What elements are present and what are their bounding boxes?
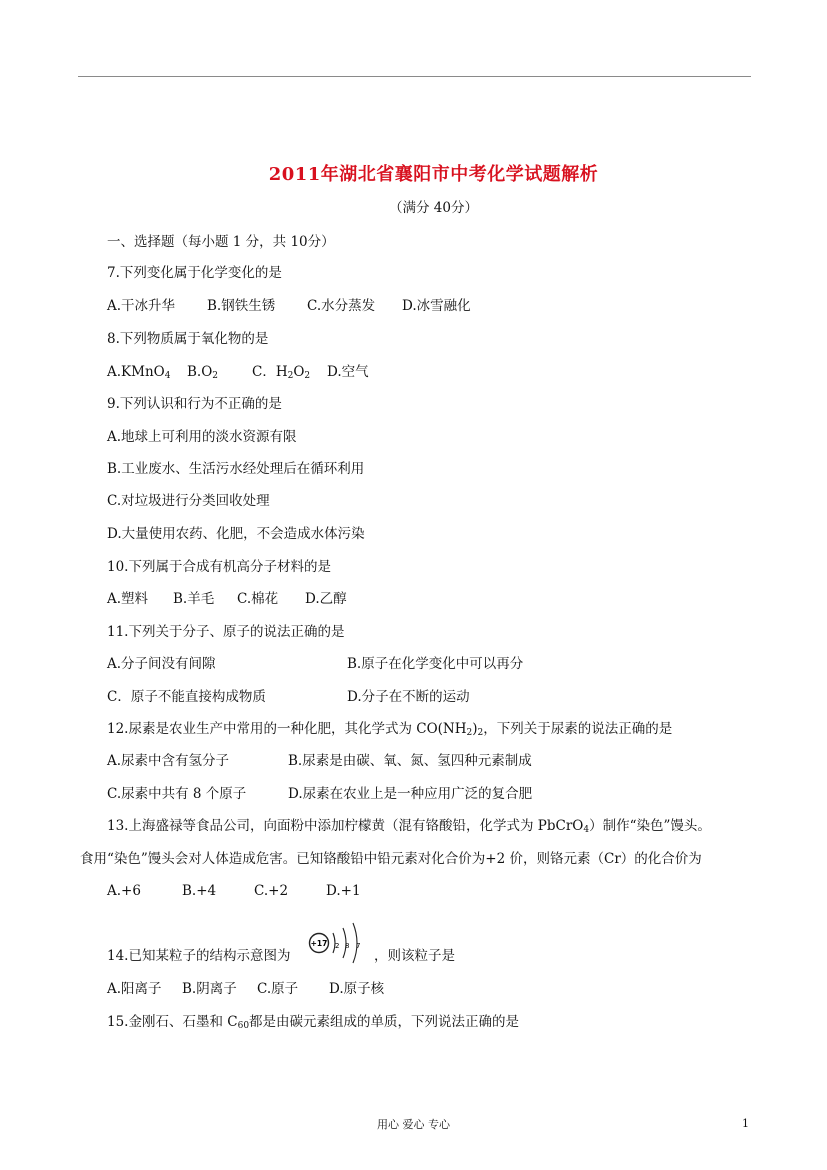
header-rule (78, 76, 751, 77)
question-9-stem: 9.下列认识和行为不正确的是 (107, 396, 282, 412)
question-12-stem: 12.尿素是农业生产中常用的一种化肥，其化学式为 $CO(NH_2)_2$，下列关于尿素的说法正确的是 (107, 721, 673, 738)
page-footer: 用心 爱心 专心 (377, 1118, 450, 1131)
option-a: A.分子间没有间隙 (107, 656, 216, 672)
option-b: B.羊毛 (173, 591, 215, 607)
option-d: D.空气 (327, 364, 369, 380)
option-c: C．$H_2O_2$ (252, 364, 311, 381)
option-a: A.地球上可利用的淡水资源有限 (107, 429, 297, 445)
option-b: B.原子在化学变化中可以再分 (347, 656, 524, 672)
option-c: C.尿素中共有 8 个原子 (107, 786, 247, 802)
option-d: D.原子核 (329, 981, 385, 997)
option-a: A.干冰升华 (107, 298, 176, 314)
shell-electrons-3: 7 (356, 942, 361, 950)
question-8-options (107, 363, 369, 385)
question-11-stem: 11.下列关于分子、原子的说法正确的是 (107, 624, 345, 640)
option-d: D.分子在不断的运动 (347, 689, 470, 705)
option-a: A.+6 (107, 883, 141, 899)
option-b: B.钢铁生锈 (207, 298, 276, 314)
option-c: C.棉花 (237, 591, 279, 607)
option-d: D.大量使用农药、化肥，不会造成水体污染 (107, 526, 365, 542)
option-a: A.塑料 (107, 591, 149, 607)
question-10-options (107, 590, 347, 608)
option-a: A.阳离子 (107, 981, 162, 997)
option-d: D.+1 (326, 883, 361, 899)
option-b: B.阴离子 (182, 981, 237, 997)
option-b: B.尿素是由碳、氧、氮、氢四种元素制成 (288, 753, 532, 769)
option-c: C．原子不能直接构成物质 (107, 689, 266, 705)
option-c: C.+2 (254, 883, 289, 899)
question-13-stem-line2: 食用“染色”馒头会对人体造成危害。已知铬酸铅中铅元素对化合价为+2 价，则铬元素（Cr）的化合价为 (80, 851, 702, 867)
question-14-stem-pre: 14.已知某粒子的结构示意图为 (107, 948, 291, 964)
section-heading: 一、选择题（每小题 1 分，共 10分） (107, 234, 335, 250)
question-14-stem-post: ，则该粒子是 (374, 948, 455, 964)
full-score: （满分 40分） (389, 200, 478, 216)
question-14-options (107, 980, 384, 998)
question-7-stem: 7.下列变化属于化学变化的是 (107, 265, 282, 281)
option-c: C.原子 (257, 981, 299, 997)
shell-electrons-2: 8 (345, 942, 350, 950)
option-c: C.水分蒸发 (307, 298, 376, 314)
question-7-options (107, 297, 471, 315)
option-d: D.乙醇 (305, 591, 347, 607)
page-number: 1 (742, 1117, 749, 1130)
question-13-stem-line1: 13.上海盛禄等食品公司，向面粉中添加柠檬黄（混有铬酸铅，化学式为 PbCrO$_4$）制作“染色”馒头。 (107, 818, 711, 835)
atom-structure-diagram (306, 921, 376, 965)
question-10-stem: 10.下列属于合成有机高分子材料的是 (107, 559, 331, 575)
shell-electrons-1: 2 (335, 942, 340, 950)
option-d: D.尿素在农业上是一种应用广泛的复合肥 (288, 786, 533, 802)
question-8-stem: 8.下列物质属于氧化物的是 (107, 331, 269, 347)
question-13-options (107, 882, 361, 900)
option-b: B.工业废水、生活污水经处理后在循环利用 (107, 461, 365, 477)
option-b: $B.O_2$ (187, 364, 219, 381)
option-d: D.冰雪融化 (402, 298, 471, 314)
nucleus-charge: +17 (310, 939, 328, 948)
option-c: C.对垃圾进行分类回收处理 (107, 493, 270, 509)
option-b: B.+4 (182, 883, 217, 899)
option-a: A.尿素中含有氢分子 (107, 753, 230, 769)
document-title: 2011年湖北省襄阳市中考化学试题解析 (268, 164, 599, 185)
question-15-stem: 15.金刚石、石墨和 $C_{60}$都是由碳元素组成的单质，下列说法正确的是 (107, 1014, 520, 1031)
option-a: A.KMnO$_4$ (107, 364, 171, 381)
